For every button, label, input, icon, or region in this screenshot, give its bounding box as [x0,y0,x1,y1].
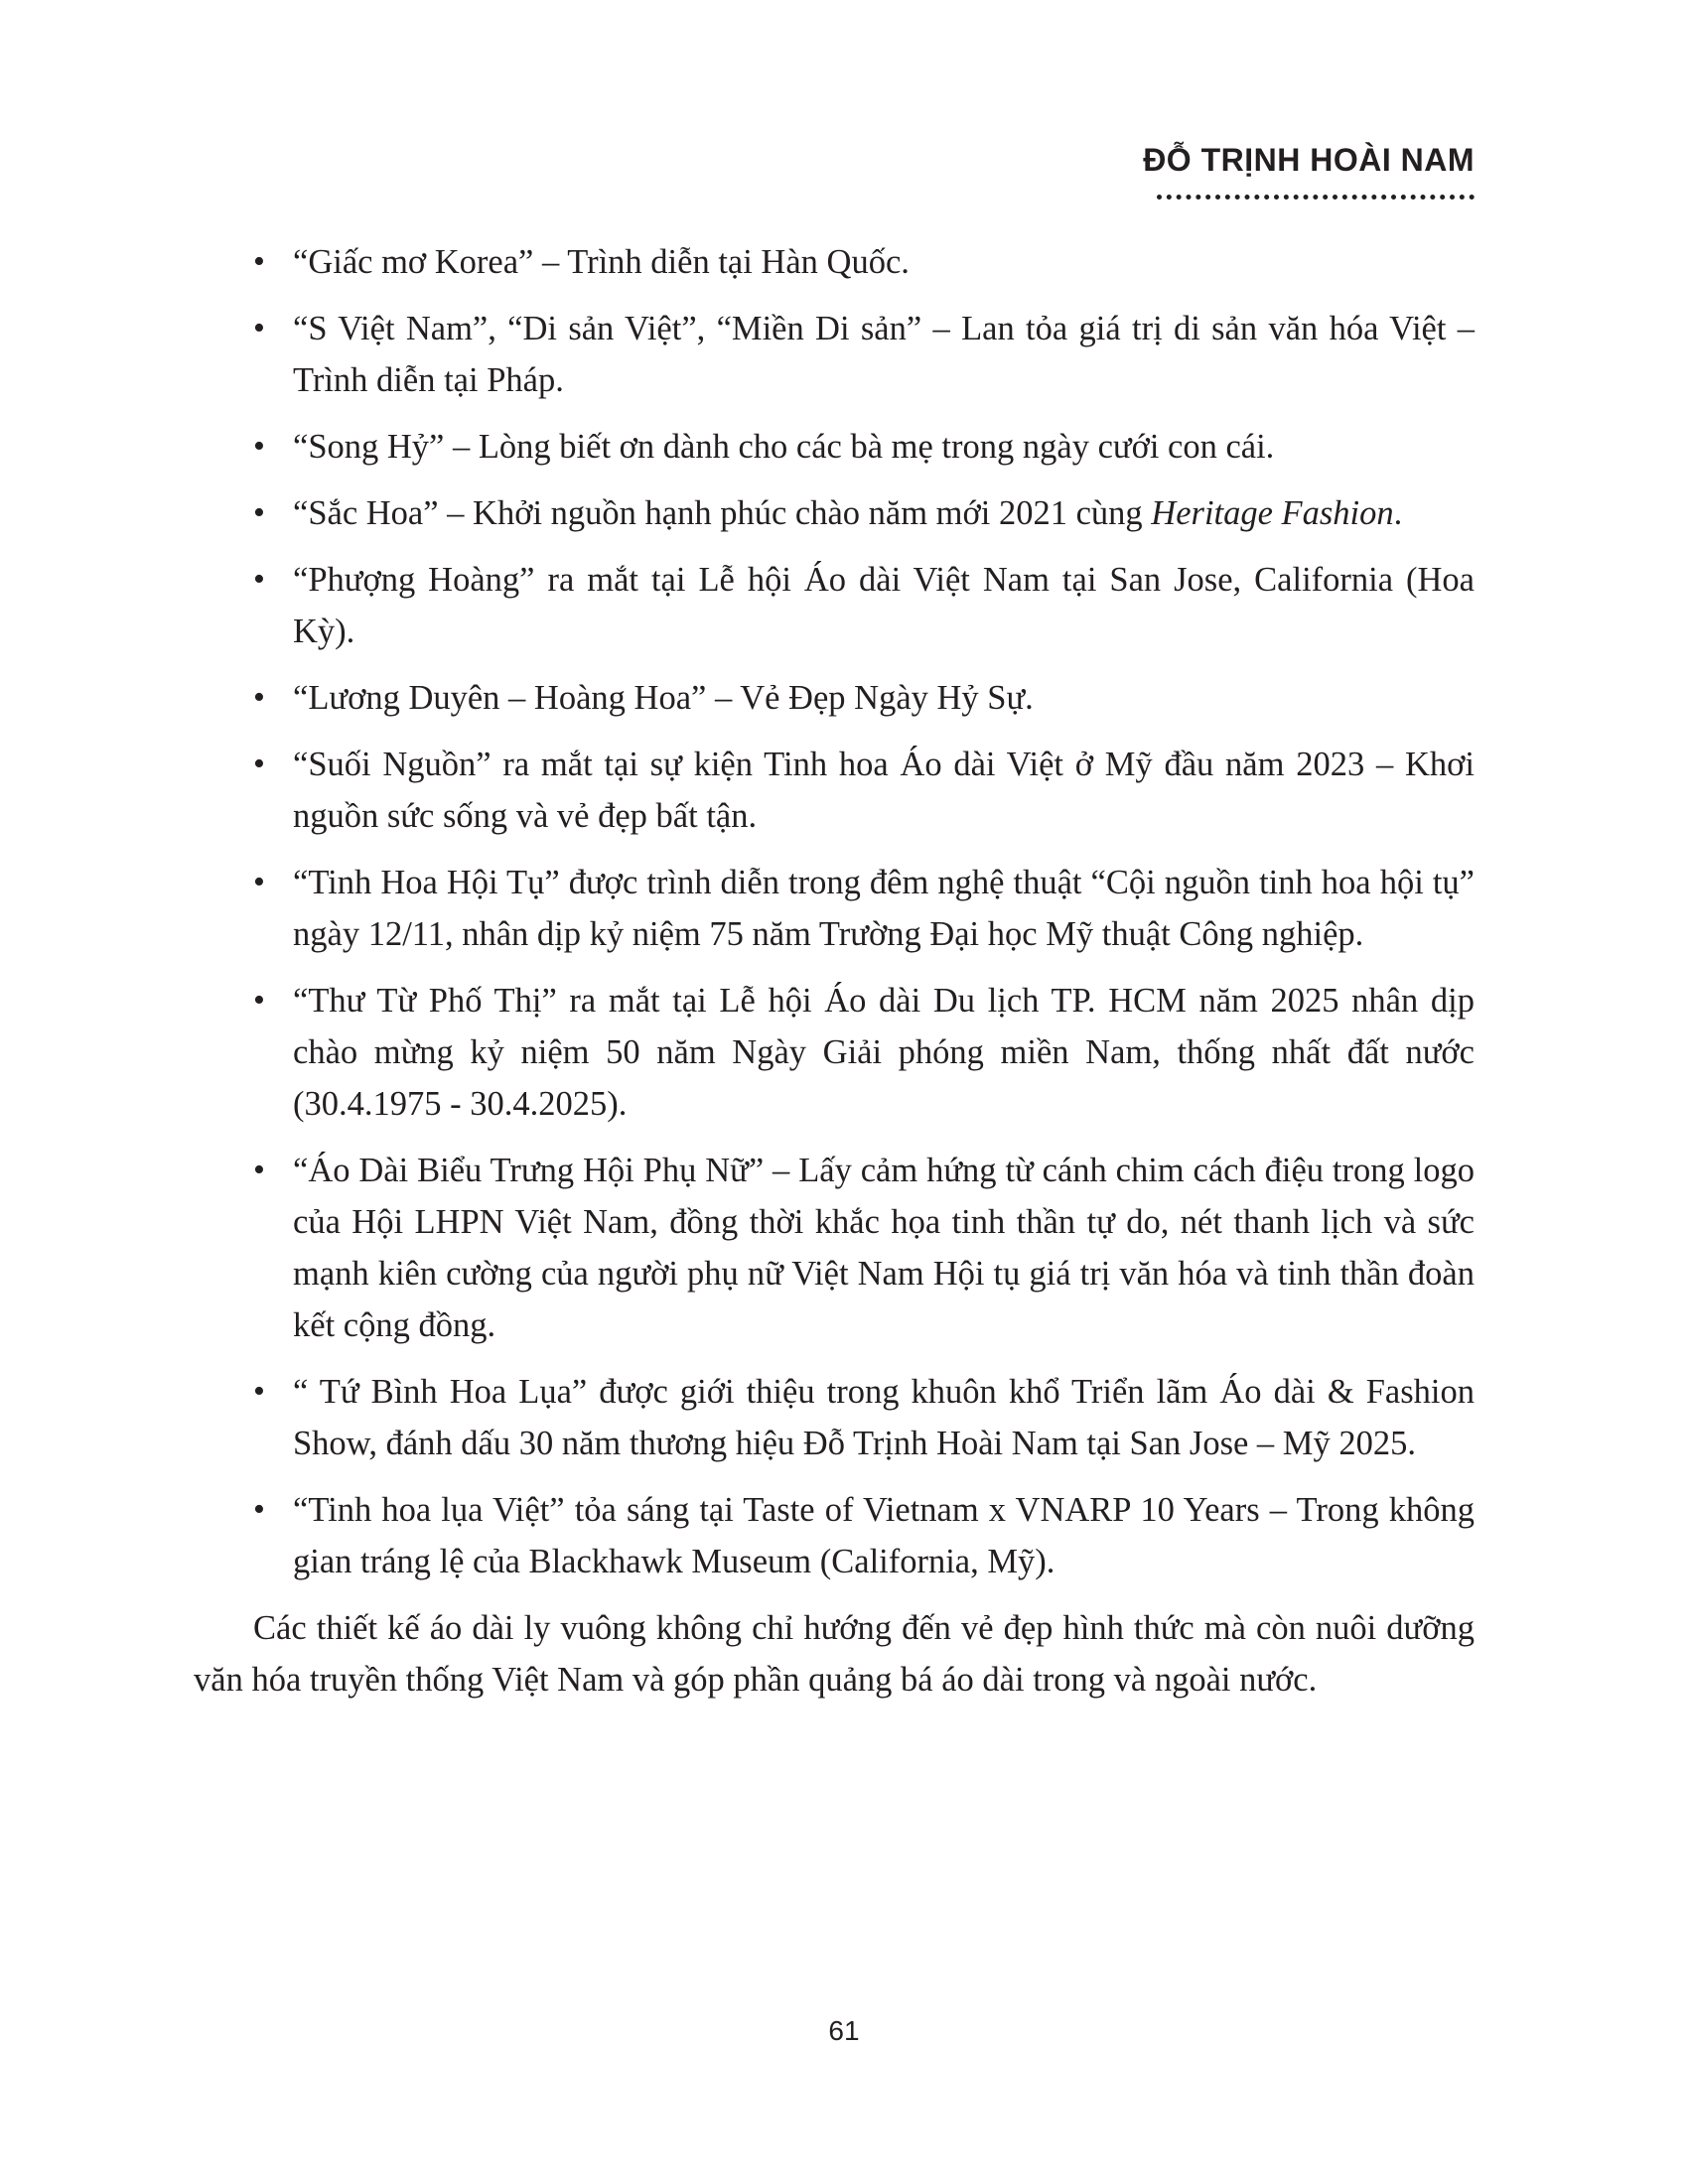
dotted-divider [1157,195,1475,200]
bullet-icon: • [253,310,265,346]
bullet-icon: • [253,982,265,1019]
list-item-text: “Thư Từ Phố Thị” ra mắt tại Lễ hội Áo dài Du lịch TP. HCM năm 2025 nhân dịp chào mừng kỷ niệm 50 năm Ngày Giải phóng miền Nam, thống nhất đất nước (30.4.1975 - 30.4.2025). [293,982,1475,1123]
list-item-text: “Lương Duyên – Hoàng Hoa” – Vẻ Đẹp Ngày Hỷ Sự. [293,679,1034,717]
list-item [194,739,1475,842]
page-number: 61 [828,2015,860,2046]
list-item [194,857,1475,960]
running-header [1143,142,1475,200]
bullet-icon: • [253,1152,265,1188]
list-item [194,1484,1475,1587]
list-item-text [293,494,1402,532]
list-item-text: “Suối Nguồn” ra mắt tại sự kiện Tinh hoa Áo dài Việt ở Mỹ đầu năm 2023 – Khơi nguồn sức sống và vẻ đẹp bất tận. [293,746,1475,835]
list-item [194,421,1475,473]
list-item-text: “Tinh Hoa Hội Tụ” được trình diễn trong đêm nghệ thuật “Cội nguồn tinh hoa hội tụ” ngày 12/11, nhân dịp kỷ niệm 75 năm Trường Đại học Mỹ thuật Công nghiệp. [293,864,1475,953]
list-item [194,236,1475,288]
list-item [194,1366,1475,1469]
list-item [194,1145,1475,1351]
bullet-icon: • [253,864,265,900]
bullet-icon: • [253,1373,265,1410]
list-item-text: “Tinh hoa lụa Việt” tỏa sáng tại Taste of Vietnam x VNARP 10 Years – Trong không gian tráng lệ của Blackhawk Museum (California, Mỹ). [293,1491,1475,1580]
bullet-icon: • [253,679,265,716]
bullet-icon: • [253,494,265,531]
body-text [194,236,1475,1740]
list-item [194,554,1475,657]
author-name: ĐỖ TRỊNH HOÀI NAM [1143,142,1475,178]
bullet-icon: • [253,1491,265,1528]
list-item-text: “S Việt Nam”, “Di sản Việt”, “Miền Di sản” – Lan tỏa giá trị di sản văn hóa Việt – Trình diễn tại Pháp. [293,310,1475,399]
italic-brand-name: Heritage Fashion [1151,494,1394,532]
list-item [194,303,1475,406]
list-item [194,975,1475,1130]
bullet-icon: • [253,428,265,465]
list-item-text: “Song Hỷ” – Lòng biết ơn dành cho các bà mẹ trong ngày cưới con cái. [293,428,1275,466]
bullet-icon: • [253,746,265,782]
bullet-icon: • [253,243,265,280]
list-item-text-suffix: . [1393,494,1403,532]
list-item-text: “Áo Dài Biểu Trưng Hội Phụ Nữ” – Lấy cảm hứng từ cánh chim cách điệu trong logo của Hội LHPN Việt Nam, đồng thời khắc họa tinh thần tự do, nét thanh lịch và sức mạnh kiên cường của người phụ nữ Việt Nam Hội tụ giá trị văn hóa và tinh thần đoàn kết cộng đồng. [293,1152,1475,1344]
works-list [194,236,1475,1587]
list-item-text: “Giấc mơ Korea” – Trình diễn tại Hàn Quốc. [293,243,910,281]
list-item-text: “Phượng Hoàng” ra mắt tại Lễ hội Áo dài Việt Nam tại San Jose, California (Hoa Kỳ). [293,561,1475,650]
list-item [194,487,1475,539]
list-item-text: “ Tứ Bình Hoa Lụa” được giới thiệu trong khuôn khổ Triển lãm Áo dài & Fashion Show, đánh dấu 30 năm thương hiệu Đỗ Trịnh Hoài Nam tại San Jose – Mỹ 2025. [293,1373,1475,1462]
bullet-icon: • [253,561,265,598]
closing-paragraph: Các thiết kế áo dài ly vuông không chỉ hướng đến vẻ đẹp hình thức mà còn nuôi dưỡng văn hóa truyền thống Việt Nam và góp phần quảng bá áo dài trong và ngoài nước. [194,1609,1475,1699]
list-item [194,672,1475,724]
list-item-text-prefix: “Sắc Hoa” – Khởi nguồn hạnh phúc chào năm mới 2021 cùng [293,494,1152,532]
